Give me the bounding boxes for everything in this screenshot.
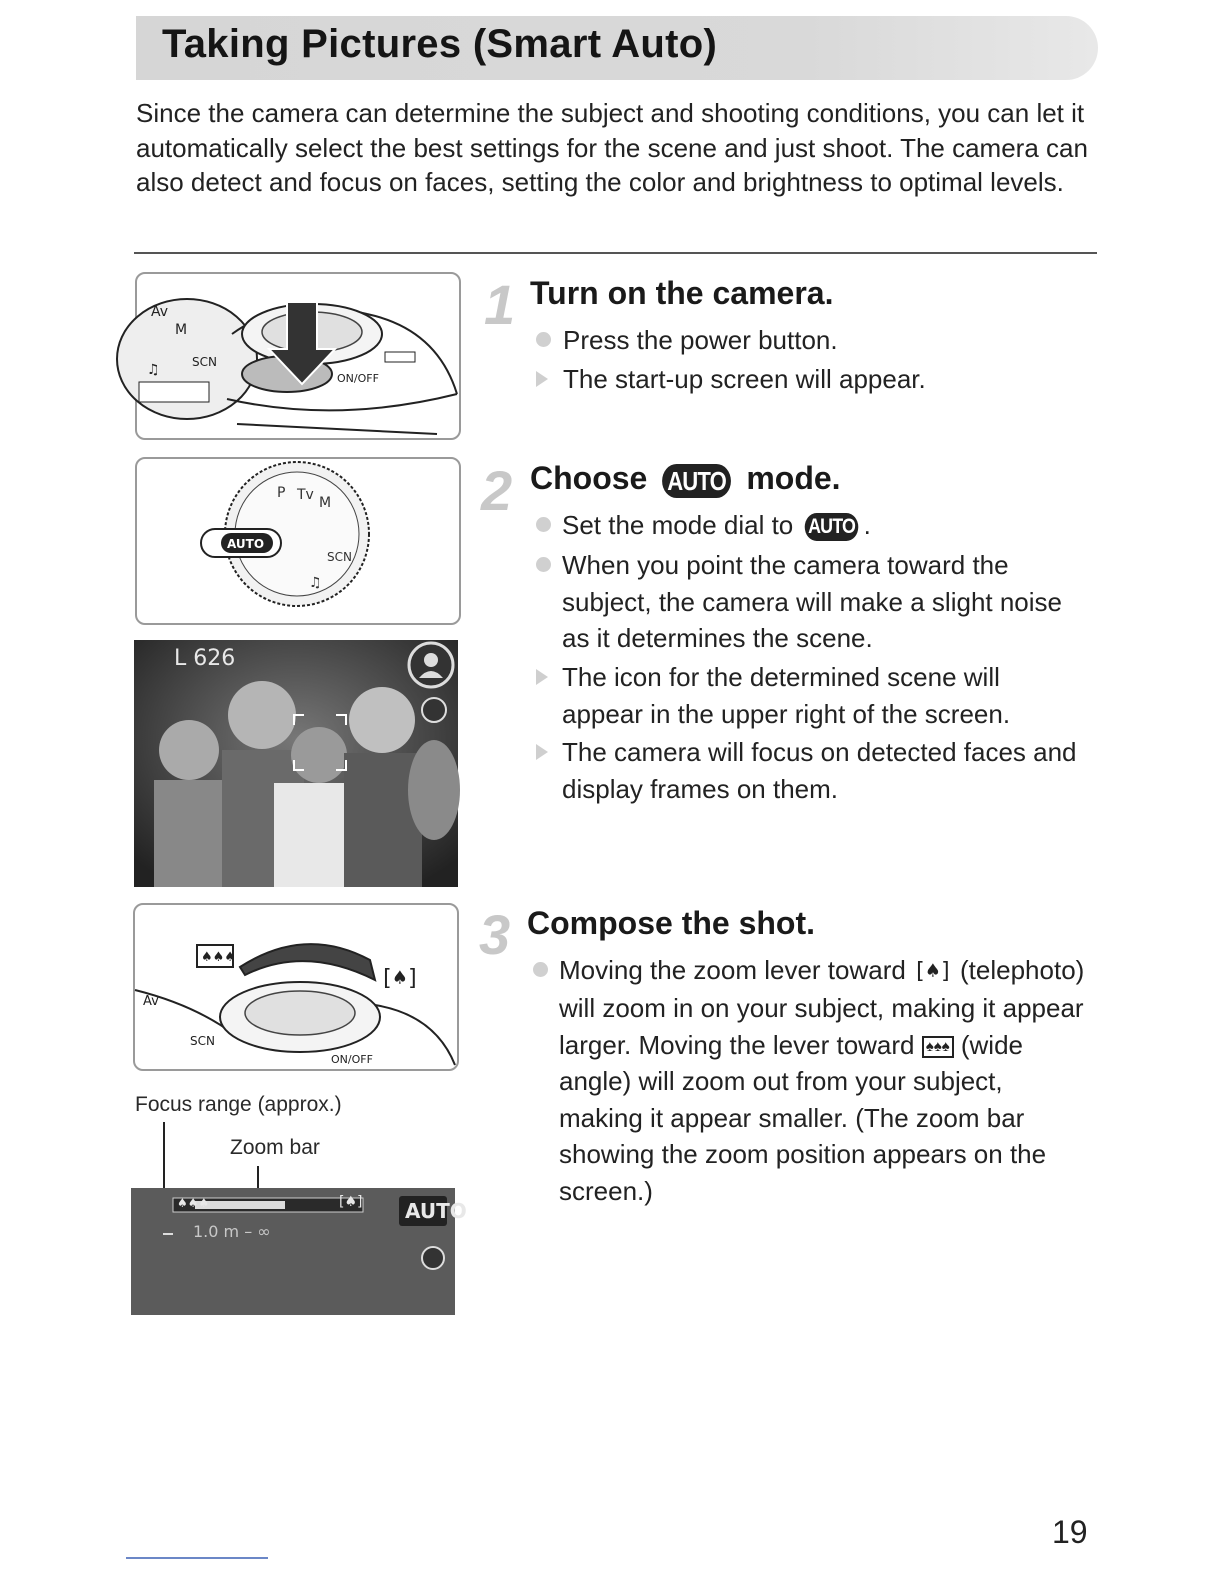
step-3-title: Compose the shot. [527,905,816,941]
svg-text:♫: ♫ [147,362,160,378]
step-3-number: 3 [479,903,511,966]
svg-text:P: P [277,485,286,501]
lcd-scene-photo [134,640,458,887]
camera-top-power-svg [137,274,459,438]
step-2-item-2: When you point the camera toward the subject, the camera will make a slight noise as it determines the scene. [562,550,1063,653]
wide-icon: ♠♠♠ [201,950,236,965]
step-2-number: 2 [481,459,513,522]
bullet-icon [536,332,551,347]
step-2-item-1: Set the mode dial to AUTO . [562,510,871,540]
mode-dial-illustration [135,457,461,625]
auto-mode-icon: AUTO [662,464,731,498]
svg-text:♫: ♫ [309,575,322,591]
telephoto-icon: [♠] [913,958,953,984]
result-arrow-icon [536,371,548,387]
result-arrow-icon [536,669,548,685]
dial-auto-badge: AUTO [227,537,265,551]
step-1-number: 1 [484,273,516,336]
lcd-tele-icon: [♠] [339,1194,363,1210]
zoom-lever-svg [135,905,457,1069]
step-2-title: Choose AUTO mode. [530,460,841,496]
focus-range-label: Focus range (approx.) [135,1093,342,1116]
svg-text:SCN: SCN [327,550,352,564]
section-divider [134,252,1097,254]
zoom-bar-label: Zoom bar [230,1136,320,1159]
svg-text:M: M [319,495,332,511]
step-1-item-2: The start-up screen will appear. [563,364,926,394]
wide-angle-icon: ♠♠♠ [922,1036,954,1058]
tele-icon: [♠] [380,966,420,991]
lcd-wide-icon: ♠♠♠ [177,1196,210,1210]
page-number: 19 [1052,1514,1088,1550]
power-button-illustration [135,272,461,440]
auto-mode-icon: AUTO [805,513,859,541]
svg-text:Av: Av [151,304,169,320]
bullet-icon [536,557,551,572]
page-title: Taking Pictures (Smart Auto) [162,22,718,66]
focus-range-value: 1.0 m – ∞ [193,1222,271,1241]
power-label: ON/OFF [337,372,379,385]
footer-line [126,1557,268,1559]
zoom-lever-illustration [133,903,459,1071]
step-1-item-1: Press the power button. [563,325,838,355]
bullet-icon [533,962,548,977]
bullet-icon [536,517,551,532]
svg-text:Tv: Tv [297,487,314,503]
svg-text:SCN: SCN [190,1034,215,1048]
lcd-status: L 626 [174,646,236,671]
step-3-item-1: Moving the zoom lever toward [♠] (telephoto) will zoom in on your subject, making it appear larger. Moving the lever toward ♠♠♠ (wide angle) will zoom out from your subject, making it appear smaller. (The zoom bar showing the zoom position appears on the screen.) [559,955,1085,1206]
mode-dial-svg [137,459,459,623]
step-2-item-3: The icon for the determined scene will appear in the upper right of the screen. [562,662,1011,729]
result-arrow-icon [536,744,548,760]
step-2-item-4: The camera will focus on detected faces and display frames on them. [562,737,1077,804]
step-1-title: Turn on the camera. [530,275,834,311]
intro-paragraph: Since the camera can determine the subject and shooting conditions, you can let it automatically select the best settings for the scene and just shoot. The camera can also detect and focus on faces, setting the color and brightness to optimal levels. [136,98,1088,197]
power-label-2: ON/OFF [331,1053,373,1066]
children-photo-svg [134,640,458,887]
svg-text:Av: Av [143,994,159,1009]
svg-text:SCN: SCN [192,355,217,369]
svg-text:M: M [175,322,188,338]
lcd-mode: AUTO [405,1199,467,1223]
lcd-zoom-screen [131,1188,467,1315]
